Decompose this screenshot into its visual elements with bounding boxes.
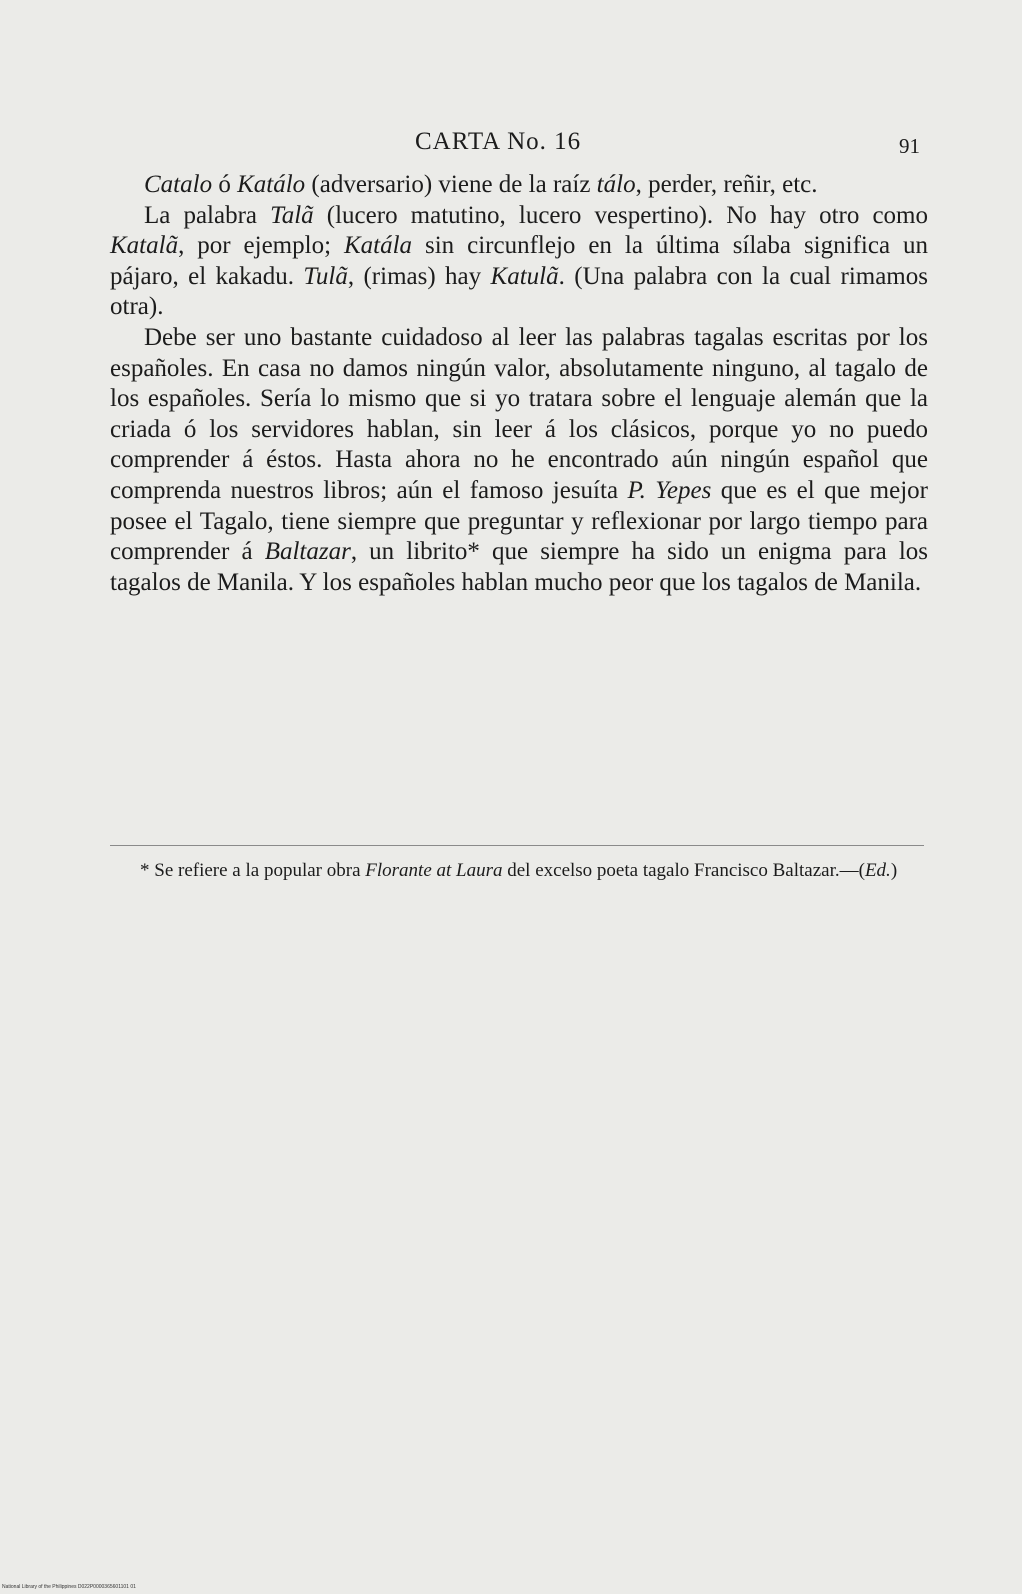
paragraph: Catalo ó Katálo (adversario) viene de la raíz tálo, perder, reñir, etc. xyxy=(144,171,818,198)
running-head xyxy=(110,128,920,168)
page-number: 91 xyxy=(899,134,920,158)
italic-run: P. Yepes xyxy=(627,476,712,504)
footnote-divider xyxy=(110,845,924,846)
italic-run: Baltazar xyxy=(264,538,351,566)
paragraph: La palabra Talã (lucero matutino, lucero vespertino). No hay otro como Katalã, por ejemplo; Katála sin circunflejo en la última sílaba significa un pájaro, el kakadu. Tulã, (rimas) hay Katulã. (Una palabra con la cual rimamos otra). xyxy=(110,201,928,321)
italic-run: Ed. xyxy=(864,860,891,881)
paragraph: Debe ser uno bastante cuidadoso al leer las palabras tagalas escritas por los españoles. En casa no damos ningún valor, absolutamente ninguno, al tagalo de los españoles. Sería lo mismo que si yo tratara sobre el lenguaje alemán que la criada ó los servidores hablan, sin leer á los clásicos, porque yo no puedo comprender á éstos. Hasta ahora no he encontrado aún ningún español que comprenda nuestros libros; aún el famoso jesuíta P. Yepes que es el que mejor posee el Tagalo, tiene siempre que preguntar y reflexionar por largo tiempo para comprender á Baltazar, un librito* que siempre ha sido un enigma para los tagalos de Manila. Y los españoles hablan mucho peor que los tagalos de Manila. xyxy=(110,323,929,596)
italic-run: Tulã xyxy=(303,262,348,290)
italic-run: Katalã xyxy=(110,232,179,260)
italic-run: Katálo xyxy=(237,171,306,198)
running-title: CARTA No. 16 xyxy=(415,128,582,155)
footnote xyxy=(110,858,924,883)
italic-run: Katulã xyxy=(490,262,559,290)
body-text xyxy=(110,170,928,598)
italic-run: Katála xyxy=(343,232,413,260)
italic-run: Florante at Laura xyxy=(365,860,503,881)
italic-run: Catalo xyxy=(144,171,213,198)
italic-run: Talã xyxy=(270,201,314,229)
scan-credit: National Library of the Philippines D022P0000365601101 01 xyxy=(2,1584,136,1590)
footnote-text: * Se refiere a la popular obra Florante at Laura del excelso poeta tagalo Francisco Baltazar.—(Ed.) xyxy=(140,860,898,881)
italic-run: tálo xyxy=(596,171,636,198)
